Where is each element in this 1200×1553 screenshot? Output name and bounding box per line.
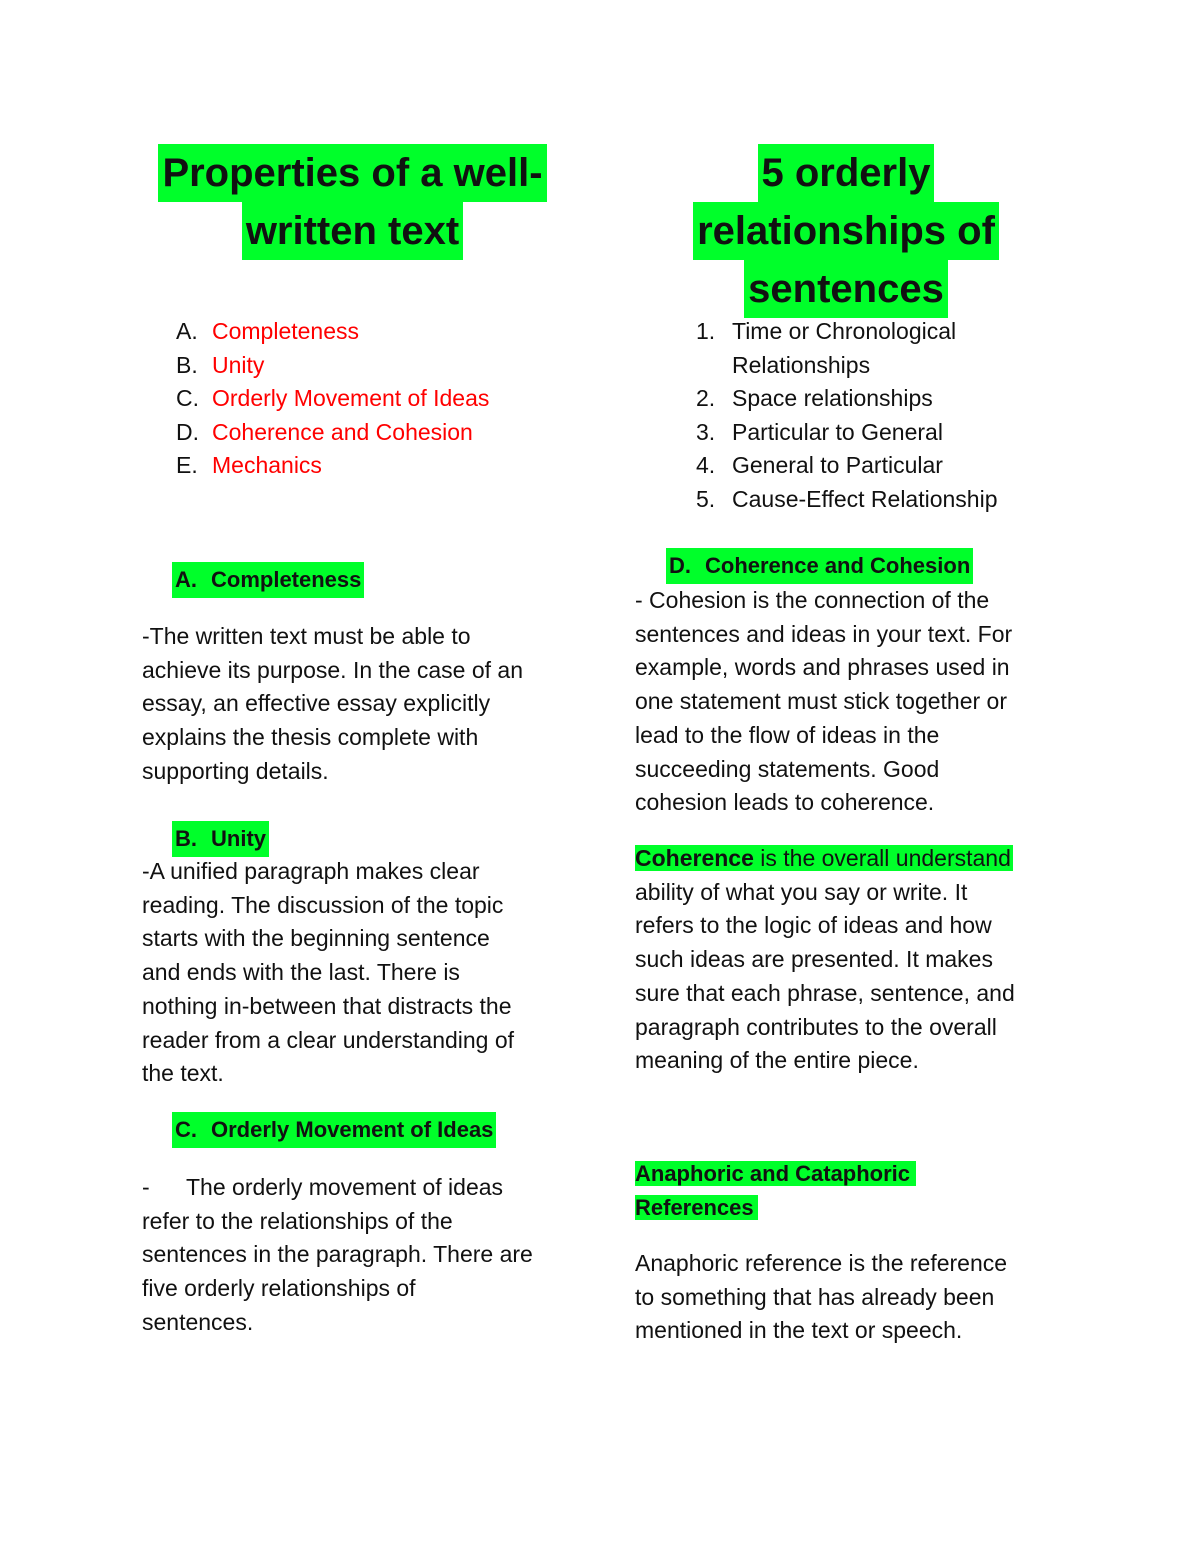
text-line: -A unified paragraph makes clear (142, 858, 480, 884)
list-item (696, 416, 1096, 450)
list-item (176, 315, 596, 349)
anaphoric-body (635, 1247, 1065, 1348)
right-title-line-1: 5 orderly (758, 144, 935, 202)
text-line: reading. The discussion of the topic (142, 891, 504, 918)
list-marker: 1. (696, 318, 716, 344)
text-line: meaning of the entire piece. (635, 1047, 919, 1074)
text-line-content: is the overall understand (753, 845, 1011, 871)
left-title-line-1: Properties of a well- (158, 144, 546, 202)
list-marker: E. (176, 452, 198, 479)
list-item (696, 382, 1096, 416)
list-marker: A. (176, 318, 198, 344)
section-title: Coherence and Cohesion (705, 553, 971, 578)
text-line: starts with the beginning sentence (142, 925, 490, 952)
section-d-heading (666, 548, 973, 584)
list-item-label: Time or Chronological (732, 318, 957, 344)
text-line (635, 842, 1065, 876)
list-marker: 2. (696, 385, 716, 412)
text-line: explains the thesis complete with (142, 724, 479, 751)
anaphoric-heading (635, 1157, 1065, 1224)
left-title (140, 144, 565, 260)
list-item-label: Particular to General (732, 418, 943, 445)
list-item-label: General to Particular (732, 452, 943, 479)
heading-line (635, 1191, 1065, 1225)
list-item (176, 449, 596, 483)
list-item (696, 315, 1096, 382)
list-item (176, 382, 596, 416)
text-line: and ends with the last. There is (142, 959, 460, 986)
text-line: paragraph contributes to the overall (635, 1013, 997, 1040)
section-c-heading (172, 1112, 496, 1148)
section-a-body (142, 620, 582, 789)
list-item-label: Completeness (212, 318, 360, 344)
list-item-label: Cause-Effect Relationship (732, 485, 998, 512)
relationships-list (696, 315, 1096, 517)
text-line: succeeding statements. Good (635, 755, 940, 782)
list-item-label: Space relationships (732, 385, 933, 412)
section-marker: D. (669, 553, 691, 578)
left-title-line-2: written text (242, 202, 463, 260)
list-item-label: Coherence and Cohesion (212, 418, 473, 445)
text-line: essay, an effective essay explicitly (142, 690, 491, 717)
text-line: example, words and phrases used in (635, 654, 1010, 681)
text-line: supporting details. (142, 757, 329, 784)
text-line: lead to the flow of ideas in the (635, 721, 940, 748)
list-marker: B. (176, 351, 198, 378)
text-line: sentences in the paragraph. There are (142, 1241, 533, 1268)
right-title-line-3: sentences (744, 260, 948, 318)
text-line (142, 1171, 582, 1205)
text-line: achieve its purpose. In the case of an (142, 656, 524, 683)
text-line: mentioned in the text or speech. (635, 1317, 963, 1344)
list-item-label: Orderly Movement of Ideas (212, 385, 490, 412)
section-title: Orderly Movement of Ideas (211, 1117, 494, 1142)
text-line: sure that each phrase, sentence, and (635, 979, 1015, 1006)
text-line: the text. (142, 1060, 224, 1087)
highlighted-first-line (635, 845, 1013, 871)
list-item-label: Unity (212, 351, 265, 378)
section-d-body (635, 584, 1065, 820)
list-item-label: Mechanics (212, 452, 322, 479)
text-line: - Cohesion is the connection of the (635, 587, 990, 613)
section-marker: A. (175, 567, 197, 592)
list-item (696, 449, 1096, 483)
text-line: -The written text must be able to (142, 623, 471, 649)
list-item (176, 349, 596, 383)
text-line: cohesion leads to coherence. (635, 789, 935, 816)
text-line: one statement must stick together or (635, 688, 1008, 715)
list-marker: C. (176, 385, 199, 412)
text-line: reader from a clear understanding of (142, 1026, 515, 1053)
section-marker: B. (175, 826, 197, 851)
heading-line-2: References (635, 1195, 758, 1220)
properties-list (176, 315, 596, 483)
text-line: five orderly relationships of (142, 1275, 416, 1302)
section-marker: C. (175, 1117, 197, 1142)
text-line: ability of what you say or write. It (635, 878, 968, 905)
text-line: nothing in-between that distracts the (142, 992, 512, 1019)
section-a-heading (172, 562, 364, 598)
right-title-line-2: relationships of (693, 202, 999, 260)
heading-line-1: Anaphoric and Cataphoric (635, 1161, 916, 1186)
list-item-label-continued: Relationships (732, 351, 871, 378)
coherence-term: Coherence (635, 845, 754, 871)
section-b-heading (172, 821, 269, 857)
list-item (696, 483, 1096, 517)
text-line-content: The orderly movement of ideas (186, 1174, 504, 1200)
list-marker: D. (176, 418, 199, 445)
text-line: sentences and ideas in your text. For (635, 620, 1013, 647)
text-line: such ideas are presented. It makes (635, 946, 993, 973)
list-marker: 4. (696, 452, 716, 479)
section-title: Completeness (211, 567, 362, 592)
coherence-paragraph (635, 842, 1065, 1078)
right-title (630, 144, 1062, 318)
list-marker: 5. (696, 485, 716, 512)
list-marker: 3. (696, 418, 716, 445)
text-line: refer to the relationships of the (142, 1207, 453, 1234)
section-title: Unity (211, 826, 266, 851)
section-b-body (142, 855, 582, 1091)
heading-line (635, 1157, 1065, 1191)
text-line: refers to the logic of ideas and how (635, 912, 992, 939)
text-line: sentences. (142, 1308, 254, 1335)
section-c-body (142, 1171, 582, 1340)
list-item (176, 416, 596, 450)
text-line: to something that has already been (635, 1283, 995, 1310)
text-line: Anaphoric reference is the reference (635, 1250, 1008, 1276)
dash-marker: - (142, 1174, 150, 1200)
